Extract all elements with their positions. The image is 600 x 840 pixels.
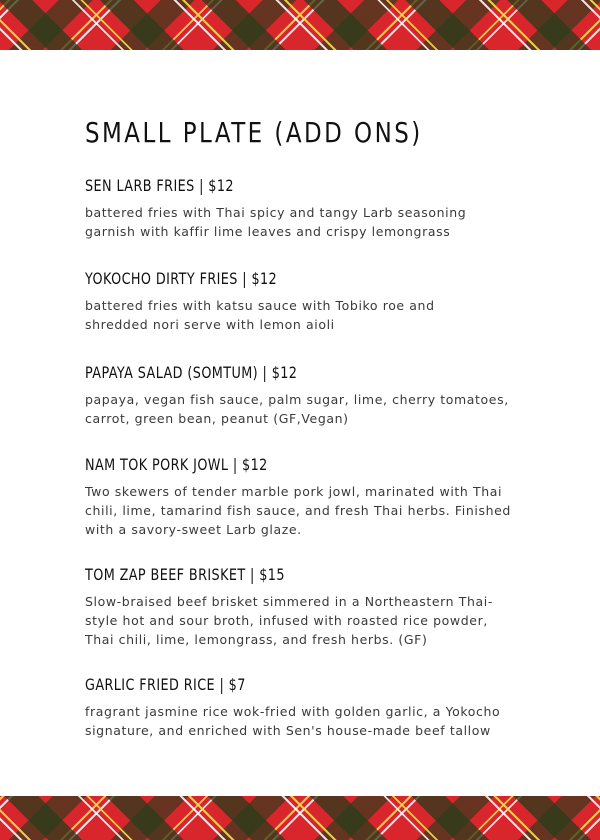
description-line: signature, and enriched with Sen's house-made beef tallow <box>85 723 491 738</box>
menu-item-name: NAM TOK PORK JOWL | $12 <box>85 455 268 474</box>
menu-item-name: SEN LARB FRIES | $12 <box>85 176 234 195</box>
description-line: Two skewers of tender marble pork jowl, marinated with Thai <box>85 484 503 499</box>
menu-item <box>85 673 535 740</box>
description-line: garnish with kaffir lime leaves and crispy lemongrass <box>85 224 451 239</box>
menu-items <box>85 174 535 740</box>
menu-item-name: YOKOCHO DIRTY FRIES | $12 <box>85 269 278 288</box>
description-line: battered fries with Thai spicy and tangy Larb seasoning <box>85 205 467 220</box>
menu-item-description <box>85 482 535 539</box>
menu-item <box>85 563 535 649</box>
menu-item-description <box>85 203 535 241</box>
menu-item <box>85 453 535 539</box>
menu-item <box>85 361 535 428</box>
menu-item-description <box>85 296 535 334</box>
menu-item <box>85 174 535 241</box>
description-line: style hot and sour broth, infused with roasted rice powder, <box>85 613 488 628</box>
menu-item-description <box>85 390 535 428</box>
description-line: papaya, vegan fish sauce, palm sugar, lime, cherry tomatoes, <box>85 392 509 407</box>
menu-item-description <box>85 592 535 649</box>
menu-item-name: GARLIC FRIED RICE | $7 <box>85 675 246 694</box>
description-line: shredded nori serve with lemon aioli <box>85 317 335 332</box>
plaid-top-border <box>0 0 600 50</box>
description-line: Slow-braised beef brisket simmered in a Northeastern Thai- <box>85 594 493 609</box>
description-line: Thai chili, lime, lemongrass, and fresh herbs. (GF) <box>85 632 428 647</box>
page-title: SMALL PLATE (ADD ONS) <box>85 116 423 149</box>
menu-item-description <box>85 702 535 740</box>
description-line: battered fries with katsu sauce with Tobiko roe and <box>85 298 435 313</box>
menu-item <box>85 267 535 334</box>
description-line: fragrant jasmine rice wok-fried with golden garlic, a Yokocho <box>85 704 501 719</box>
menu-item-name: TOM ZAP BEEF BRISKET | $15 <box>85 565 285 584</box>
plaid-bottom-border <box>0 796 600 840</box>
menu-item-name: PAPAYA SALAD (SOMTUM) | $12 <box>85 363 298 382</box>
description-line: carrot, green bean, peanut (GF,Vegan) <box>85 411 349 426</box>
description-line: chili, lime, tamarind fish sauce, and fresh Thai herbs. Finished <box>85 503 511 518</box>
description-line: with a savory-sweet Larb glaze. <box>85 522 302 537</box>
